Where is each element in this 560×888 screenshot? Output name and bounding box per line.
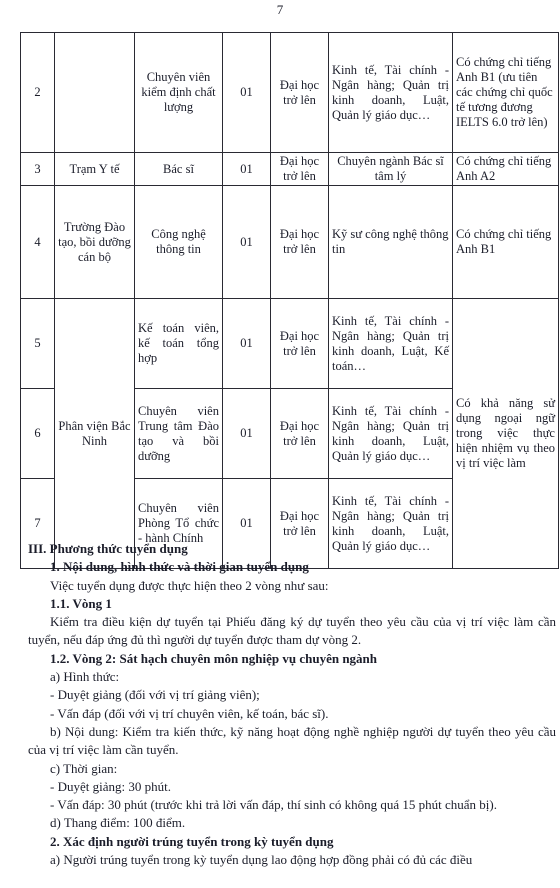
major-cell: Kinh tế, Tài chính - Ngân hàng; Quản trị kinh doanh, Luật, Quản lý giáo dục… — [329, 479, 453, 569]
list-item: - Vấn đáp (đối với vị trí chuyên viên, kế toán, bác sĩ). — [50, 705, 329, 721]
row-number: 7 — [21, 479, 55, 569]
education-cell: Đại học trở lên — [271, 186, 329, 299]
paragraph: Việc tuyển dụng được thực hiện theo 2 vòng như sau: — [50, 577, 329, 593]
table-row — [21, 186, 559, 299]
subsection-heading: 2. Xác định người trúng tuyển trong kỳ tuyển dụng — [50, 833, 334, 849]
education-cell: Đại học trở lên — [271, 389, 329, 479]
position-cell: Chuyên viên Trung tâm Đào tạo và bồi dưỡng — [135, 389, 223, 479]
position-cell: Bác sĩ — [135, 153, 223, 186]
major-cell: Kinh tế, Tài chính - Ngân hàng; Quản trị kinh doanh, Luật, Kế toán… — [329, 299, 453, 389]
paragraph: c) Thời gian: — [50, 760, 118, 776]
quantity-cell: 01 — [223, 479, 271, 569]
round-heading: 1.1. Vòng 1 — [50, 595, 112, 611]
round-heading: 1.2. Vòng 2: Sát hạch chuyên môn nghiệp vụ chuyên ngành — [50, 650, 378, 666]
paragraph: d) Thang điểm: 100 điểm. — [50, 815, 186, 831]
paragraph: a) Người trúng tuyển trong kỳ tuyển dụng lao động hợp đồng phải có đủ các điều — [50, 852, 473, 868]
quantity-cell: 01 — [223, 33, 271, 153]
table-row — [21, 33, 559, 153]
unit-cell: Trường Đào tạo, bồi dưỡng cán bộ — [55, 186, 135, 299]
major-cell: Chuyên ngành Bác sĩ tâm lý — [329, 153, 453, 186]
position-cell: Chuyên viên kiểm định chất lượng — [135, 33, 223, 153]
education-cell: Đại học trở lên — [271, 299, 329, 389]
position-cell: Kế toán viên, kế toán tổng hợp — [135, 299, 223, 389]
major-cell: Kinh tế, Tài chính - Ngân hàng; Quản trị kinh doanh, Luật, Quản lý giáo dục… — [329, 389, 453, 479]
section-heading: III. Phương thức tuyển dụng — [28, 541, 188, 556]
unit-cell — [55, 33, 135, 153]
table-row — [21, 299, 559, 389]
unit-cell: Phân viện Bắc Ninh — [55, 299, 135, 569]
list-item: - Vấn đáp: 30 phút (trước khi trả lời vấn đáp, thí sinh có không quá 15 phút chuẩn bị). — [50, 797, 497, 813]
row-number: 2 — [21, 33, 55, 153]
page-number: 7 — [276, 2, 284, 17]
recruitment-table — [20, 32, 559, 569]
education-cell: Đại học trở lên — [271, 479, 329, 569]
education-cell: Đại học trở lên — [271, 33, 329, 153]
major-cell: Kinh tế, Tài chính - Ngân hàng; Quản trị kinh doanh, Luật, Quản lý giáo dục… — [329, 33, 453, 153]
requirement-cell: Có chứng chỉ tiếng Anh B1 — [453, 186, 559, 299]
education-cell: Đại học trở lên — [271, 153, 329, 186]
paragraph: a) Hình thức: — [50, 669, 120, 685]
requirement-cell: Có chứng chỉ tiếng Anh A2 — [453, 153, 559, 186]
paragraph: Kiểm tra điều kiện dự tuyển tại Phiếu đăng ký dự tuyển theo yêu cầu của vị trí việc làm cần tuyển, nếu đáp ứng đủ thì người dự tuyển được tham dự vòng 2. — [28, 614, 556, 648]
quantity-cell: 01 — [223, 186, 271, 299]
list-item: - Duyệt giảng: 30 phút. — [50, 778, 171, 794]
row-number: 6 — [21, 389, 55, 479]
unit-cell: Trạm Y tế — [55, 153, 135, 186]
position-cell: Chuyên viên Phòng Tổ chức - hành Chính — [135, 479, 223, 569]
requirement-cell: Có chứng chỉ tiếng Anh B1 (ưu tiên các chứng chỉ quốc tế tương đương IELTS 6.0 trở lên) — [453, 33, 559, 153]
requirement-cell: Có khả năng sử dụng ngoại ngữ trong việc thực hiện nhiệm vụ theo vị trí việc làm — [453, 299, 559, 569]
row-number: 4 — [21, 186, 55, 299]
table-row — [21, 153, 559, 186]
row-number: 5 — [21, 299, 55, 389]
quantity-cell: 01 — [223, 153, 271, 186]
document-body — [28, 540, 556, 869]
row-number: 3 — [21, 153, 55, 186]
list-item: - Duyệt giảng (đối với vị trí giảng viên); — [50, 687, 260, 703]
position-cell: Công nghệ thông tin — [135, 186, 223, 299]
major-cell: Kỹ sư công nghệ thông tin — [329, 186, 453, 299]
paragraph: b) Nội dung: Kiểm tra kiến thức, kỹ năng hoạt động nghề nghiệp người dự tuyển theo yêu cầu của vị trí việc làm cần tuyển. — [28, 723, 556, 758]
quantity-cell: 01 — [223, 299, 271, 389]
quantity-cell: 01 — [223, 389, 271, 479]
subsection-heading: 1. Nội dung, hình thức và thời gian tuyển dụng — [50, 559, 309, 575]
